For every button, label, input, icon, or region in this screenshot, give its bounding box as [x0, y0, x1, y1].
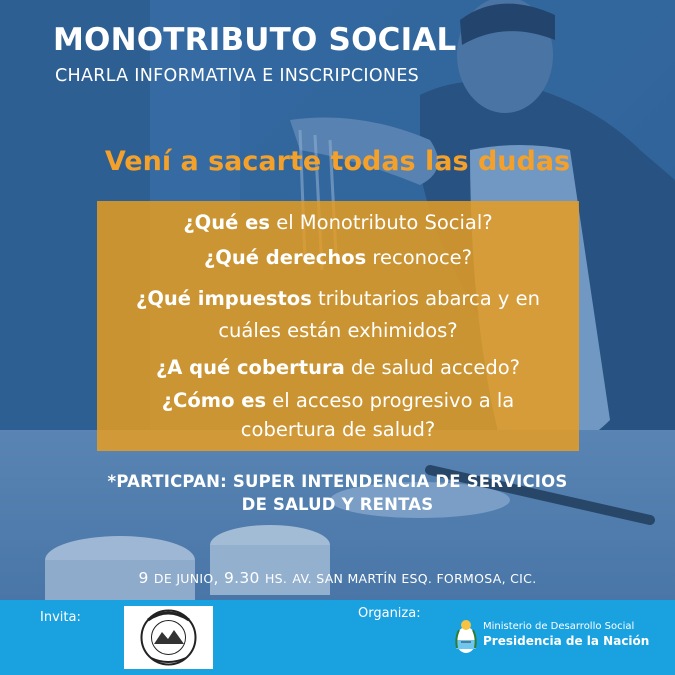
presidency-name: Presidencia de la Nación	[483, 634, 650, 648]
question-bold: ¿Cómo es	[161, 389, 267, 412]
event-hs: HS.	[264, 571, 288, 586]
question-rest: el acceso progresivo a la	[266, 389, 515, 412]
argentina-coat-of-arms-icon	[453, 616, 479, 656]
question-line	[97, 389, 579, 412]
ministry-logo	[453, 616, 668, 660]
headline: Vení a sacarte todas las dudas	[104, 146, 571, 177]
question-line	[97, 287, 579, 310]
event-location: AV. SAN MARTÍN ESQ. FORMOSA, CIC.	[292, 571, 537, 586]
event-title: MONOTRIBUTO SOCIAL	[53, 22, 457, 58]
question-rest: cuáles están exhimidos?	[218, 319, 458, 342]
question-rest: cobertura de salud?	[240, 418, 436, 441]
question-line	[97, 356, 579, 379]
question-bold: ¿Qué es	[183, 211, 270, 234]
event-date-location	[0, 569, 675, 587]
question-rest: reconoce?	[366, 246, 473, 269]
question-line	[97, 246, 579, 269]
footer-bar	[0, 600, 675, 675]
organiza-label: Organiza:	[358, 606, 421, 621]
municipality-seal-logo	[124, 606, 213, 669]
event-day: 9	[138, 569, 149, 587]
questions-box	[97, 201, 579, 451]
question-bold: ¿Qué derechos	[203, 246, 367, 269]
question-line	[97, 211, 579, 234]
question-rest: de salud accedo?	[344, 356, 521, 379]
question-rest: el Monotributo Social?	[270, 211, 493, 234]
question-bold: ¿Qué impuestos	[136, 287, 312, 310]
ministry-name: Ministerio de Desarrollo Social	[483, 621, 635, 632]
participants-line-2: DE SALUD Y RENTAS	[241, 495, 434, 514]
event-subtitle: CHARLA INFORMATIVA E INSCRIPCIONES	[55, 66, 420, 86]
event-time: , 9.30	[213, 569, 260, 587]
participants-line-1: *PARTICPAN: SUPER INTENDENCIA DE SERVICIOS	[107, 472, 568, 491]
question-bold: ¿A qué cobertura	[155, 356, 345, 379]
event-month: DE JUNIO	[153, 571, 214, 586]
question-rest: tributarios abarca y en	[311, 287, 540, 310]
question-line	[97, 418, 579, 441]
invita-label: Invita:	[40, 610, 81, 625]
question-line	[97, 319, 579, 342]
